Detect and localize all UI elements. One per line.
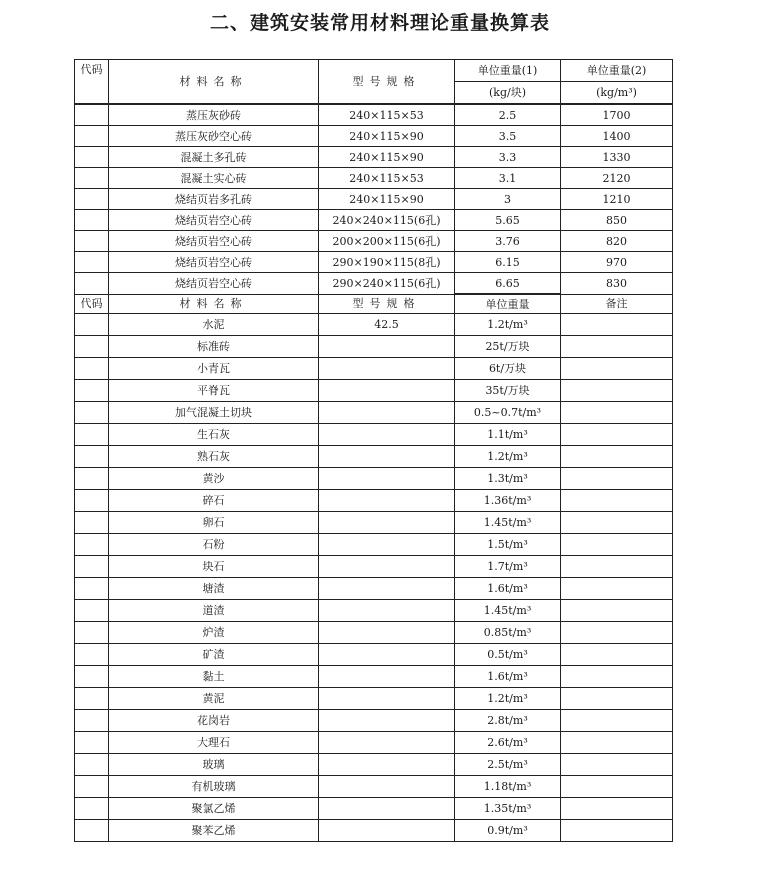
table-row [75,732,673,754]
unit-weight-cell: 1.2t/m³ [455,446,561,468]
page-title: 二、建筑安装常用材料理论重量换算表 [209,12,550,34]
unit-weight-cell: 0.85t/m³ [455,622,561,644]
col-header-note: 备注 [561,294,673,314]
spec-cell [319,512,455,534]
note-cell [561,380,673,402]
material-name-cell: 小青瓦 [109,358,319,380]
unit-weight-2-cell: 2120 [561,168,673,189]
table-row [75,104,673,126]
note-cell [561,754,673,776]
spec-cell [319,688,455,710]
note-cell [561,600,673,622]
unit-weight-cell: 2.6t/m³ [455,732,561,754]
table-row [75,336,673,358]
code-cell [75,231,109,252]
code-cell [75,314,109,336]
code-cell [75,622,109,644]
spec-cell: 240×240×115(6孔) [319,210,455,231]
table-row [75,126,673,147]
material-name-cell: 聚氯乙烯 [109,798,319,820]
unit-weight-2-cell: 1700 [561,104,673,126]
unit-weight-1-cell: 2.5 [455,104,561,126]
spec-cell [319,556,455,578]
unit-weight-1-cell: 5.65 [455,210,561,231]
col-header-unit-1-sub: (kg/块) [455,82,561,105]
unit-weight-cell: 25t/万块 [455,336,561,358]
code-cell [75,710,109,732]
unit-weight-cell: 0.9t/m³ [455,820,561,842]
spec-cell [319,666,455,688]
spec-cell [319,820,455,842]
material-name-cell: 水泥 [109,314,319,336]
spec-cell: 240×115×53 [319,168,455,189]
material-name-cell: 生石灰 [109,424,319,446]
spec-cell: 200×200×115(6孔) [319,231,455,252]
code-cell [75,380,109,402]
table-row [75,776,673,798]
code-cell [75,666,109,688]
material-name-cell: 标准砖 [109,336,319,358]
unit-weight-cell: 1.3t/m³ [455,468,561,490]
code-cell [75,534,109,556]
table-row [75,490,673,512]
unit-weight-2-cell: 1400 [561,126,673,147]
code-cell [75,754,109,776]
table-row [75,446,673,468]
material-name-cell: 平脊瓦 [109,380,319,402]
note-cell [561,446,673,468]
spec-cell: 240×115×53 [319,104,455,126]
unit-weight-cell: 1.1t/m³ [455,424,561,446]
material-name-cell: 混凝土多孔砖 [109,147,319,168]
code-cell [75,644,109,666]
code-cell [75,600,109,622]
material-name-cell: 块石 [109,556,319,578]
note-cell [561,622,673,644]
note-cell [561,578,673,600]
material-name-cell: 混凝土实心砖 [109,168,319,189]
unit-weight-1-cell: 3.5 [455,126,561,147]
material-name-cell: 烧结页岩空心砖 [109,252,319,273]
code-cell [75,556,109,578]
code-cell [75,147,109,168]
spec-cell [319,600,455,622]
table-row [75,820,673,842]
code-cell [75,798,109,820]
material-name-cell: 蒸压灰砂空心砖 [109,126,319,147]
code-cell [75,446,109,468]
table-row [75,512,673,534]
col-header-name: 材料名称 [109,60,319,105]
material-name-cell: 花岗岩 [109,710,319,732]
material-name-cell: 聚苯乙烯 [109,820,319,842]
table-row [75,622,673,644]
note-cell [561,820,673,842]
unit-weight-cell: 6t/万块 [455,358,561,380]
unit-weight-2-cell: 830 [561,273,673,295]
code-cell [75,189,109,210]
material-name-cell: 卵石 [109,512,319,534]
note-cell [561,490,673,512]
code-cell [75,424,109,446]
col-header-unit-weight-1: 单位重量(1) [455,60,561,82]
note-cell [561,666,673,688]
table-row [75,556,673,578]
table-row [75,189,673,210]
spec-cell: 240×115×90 [319,189,455,210]
col-header-spec-2: 型号规格 [319,294,455,314]
spec-cell [319,358,455,380]
unit-weight-1-cell: 3.3 [455,147,561,168]
note-cell [561,732,673,754]
material-name-cell: 碎石 [109,490,319,512]
unit-weight-cell: 1.2t/m³ [455,314,561,336]
spec-cell: 290×240×115(6孔) [319,273,455,295]
unit-weight-2-cell: 970 [561,252,673,273]
spec-cell [319,622,455,644]
note-cell [561,776,673,798]
unit-weight-cell: 1.36t/m³ [455,490,561,512]
material-name-cell: 熟石灰 [109,446,319,468]
table-row [75,578,673,600]
note-cell [561,336,673,358]
material-name-cell: 道渣 [109,600,319,622]
unit-weight-cell: 35t/万块 [455,380,561,402]
col-header-name-2: 材料名称 [109,294,319,314]
col-header-code: 代码 [75,60,109,105]
spec-cell [319,446,455,468]
unit-weight-cell: 1.45t/m³ [455,512,561,534]
spec-cell [319,380,455,402]
table-row [75,231,673,252]
note-cell [561,644,673,666]
note-cell [561,798,673,820]
table-row [75,380,673,402]
material-name-cell: 塘渣 [109,578,319,600]
material-name-cell: 加气混凝土切块 [109,402,319,424]
code-cell [75,104,109,126]
table-row [75,168,673,189]
unit-weight-cell: 1.5t/m³ [455,534,561,556]
unit-weight-1-cell: 3.76 [455,231,561,252]
unit-weight-2-cell: 850 [561,210,673,231]
unit-weight-cell: 0.5~0.7t/m³ [455,402,561,424]
weight-conversion-table [74,59,673,842]
code-cell [75,512,109,534]
spec-cell: 240×115×90 [319,147,455,168]
material-name-cell: 玻璃 [109,754,319,776]
code-cell [75,252,109,273]
code-cell [75,402,109,424]
code-cell [75,126,109,147]
code-cell [75,168,109,189]
unit-weight-2-cell: 1210 [561,189,673,210]
note-cell [561,468,673,490]
spec-cell [319,578,455,600]
table-row [75,252,673,273]
code-cell [75,732,109,754]
material-name-cell: 大理石 [109,732,319,754]
unit-weight-1-cell: 6.15 [455,252,561,273]
unit-weight-2-cell: 1330 [561,147,673,168]
unit-weight-cell: 1.7t/m³ [455,556,561,578]
code-cell [75,688,109,710]
unit-weight-cell: 2.8t/m³ [455,710,561,732]
spec-cell [319,468,455,490]
unit-weight-1-cell: 3.1 [455,168,561,189]
material-name-cell: 黄沙 [109,468,319,490]
spec-cell: 290×190×115(8孔) [319,252,455,273]
unit-weight-cell: 1.6t/m³ [455,578,561,600]
note-cell [561,424,673,446]
code-cell [75,820,109,842]
table-row [75,534,673,556]
unit-weight-cell: 1.6t/m³ [455,666,561,688]
spec-cell [319,732,455,754]
note-cell [561,402,673,424]
col-header-spec: 型号规格 [319,60,455,105]
unit-weight-1-cell: 3 [455,189,561,210]
table-row [75,600,673,622]
table-row [75,358,673,380]
unit-weight-cell: 0.5t/m³ [455,644,561,666]
spec-cell [319,336,455,358]
table-row [75,424,673,446]
table-row [75,210,673,231]
spec-cell [319,710,455,732]
col-header-unit-weight: 单位重量 [455,294,561,314]
table-row [75,402,673,424]
unit-weight-cell: 1.35t/m³ [455,798,561,820]
material-name-cell: 烧结页岩空心砖 [109,273,319,295]
table1-header-row-1 [75,60,673,82]
material-name-cell: 黏土 [109,666,319,688]
table-row [75,314,673,336]
material-name-cell: 矿渣 [109,644,319,666]
code-cell [75,336,109,358]
material-name-cell: 有机玻璃 [109,776,319,798]
code-cell [75,358,109,380]
spec-cell [319,754,455,776]
note-cell [561,358,673,380]
material-name-cell: 石粉 [109,534,319,556]
col-header-code-2: 代码 [75,294,109,314]
spec-cell: 42.5 [319,314,455,336]
spec-cell [319,644,455,666]
table-row [75,798,673,820]
code-cell [75,776,109,798]
table-row [75,644,673,666]
unit-weight-cell: 1.18t/m³ [455,776,561,798]
unit-weight-2-cell: 820 [561,231,673,252]
unit-weight-cell: 2.5t/m³ [455,754,561,776]
table2-header-row [75,294,673,314]
spec-cell [319,402,455,424]
material-name-cell: 炉渣 [109,622,319,644]
code-cell [75,490,109,512]
note-cell [561,534,673,556]
table-row [75,710,673,732]
unit-weight-cell: 1.45t/m³ [455,600,561,622]
note-cell [561,556,673,578]
table-row [75,468,673,490]
note-cell [561,314,673,336]
spec-cell [319,798,455,820]
code-cell [75,273,109,295]
table-row [75,754,673,776]
spec-cell [319,534,455,556]
material-name-cell: 烧结页岩空心砖 [109,231,319,252]
material-name-cell: 蒸压灰砂砖 [109,104,319,126]
note-cell [561,710,673,732]
material-name-cell: 烧结页岩空心砖 [109,210,319,231]
code-cell [75,468,109,490]
note-cell [561,512,673,534]
note-cell [561,688,673,710]
table-row [75,666,673,688]
material-name-cell: 黄泥 [109,688,319,710]
table-row [75,147,673,168]
unit-weight-cell: 1.2t/m³ [455,688,561,710]
spec-cell [319,776,455,798]
spec-cell [319,490,455,512]
unit-weight-1-cell: 6.65 [455,273,561,295]
col-header-unit-weight-2: 单位重量(2) [561,60,673,82]
code-cell [75,210,109,231]
material-name-cell: 烧结页岩多孔砖 [109,189,319,210]
spec-cell: 240×115×90 [319,126,455,147]
col-header-unit-2-sub: (kg/m³) [561,82,673,105]
spec-cell [319,424,455,446]
table-row [75,273,673,295]
code-cell [75,578,109,600]
table-row [75,688,673,710]
